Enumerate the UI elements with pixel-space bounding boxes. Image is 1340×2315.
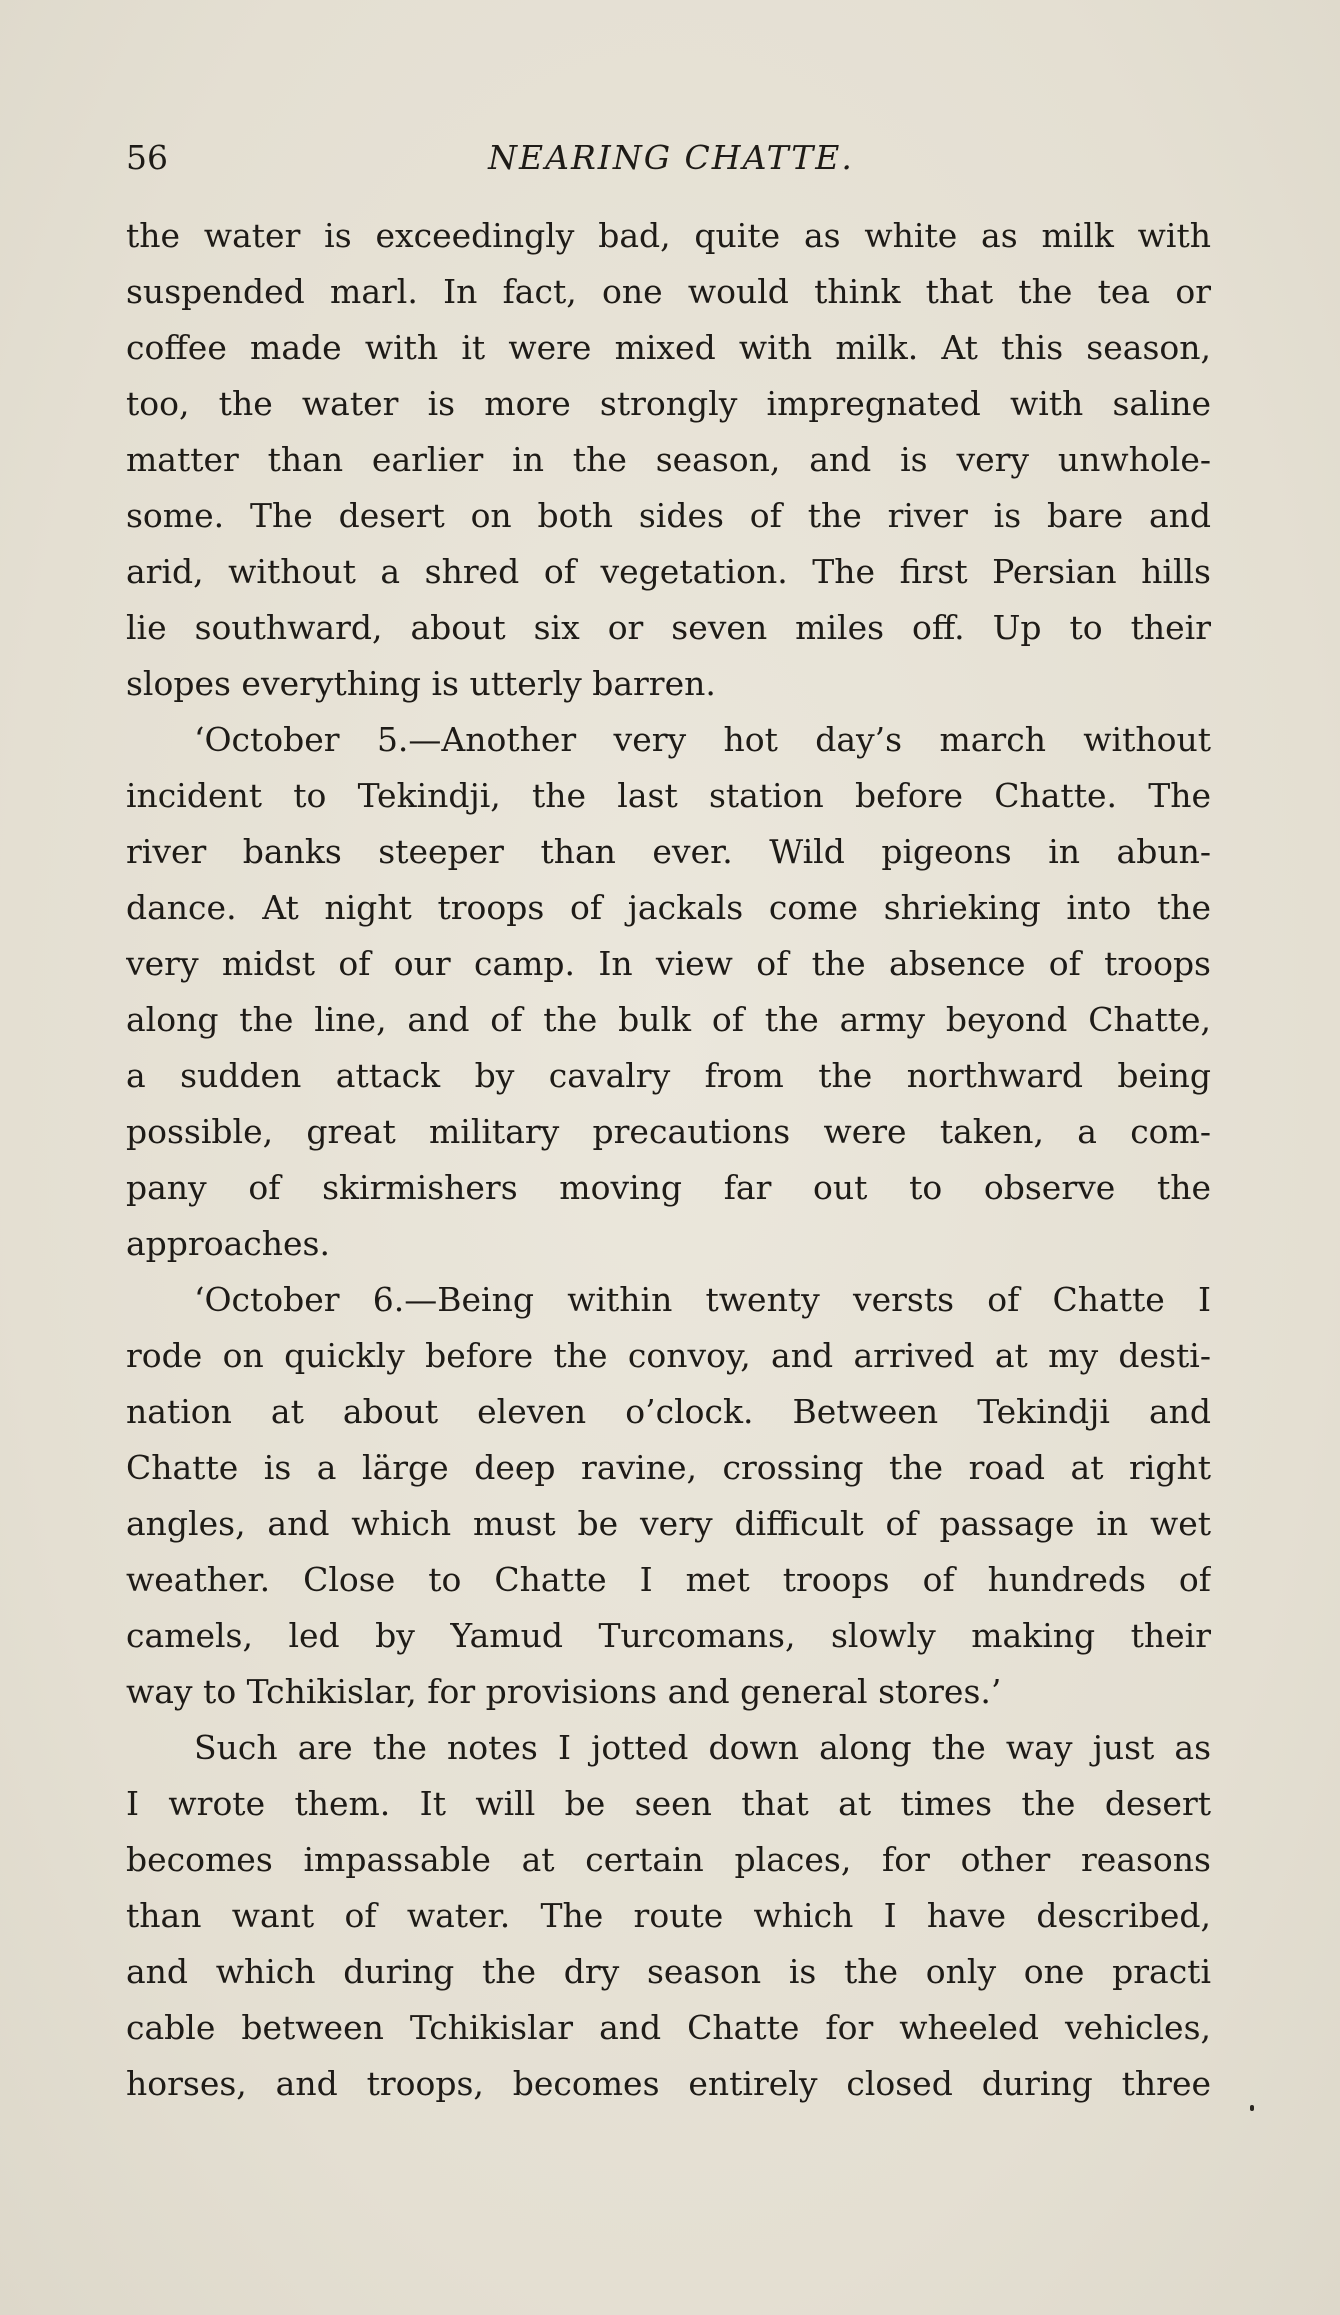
text-line: possible, great military precautions were taken, a com- xyxy=(126,1112,1211,1151)
text-line: matter than earlier in the season, and is very unwhole- xyxy=(126,440,1211,479)
text-line: rode on quickly before the convoy, and arrived at my desti- xyxy=(126,1336,1211,1375)
ink-speck xyxy=(1250,2105,1254,2111)
text-line: the water is exceedingly bad, quite as white as milk with xyxy=(126,216,1211,255)
text-line: incident to Tekindji, the last station before Chatte. The xyxy=(126,776,1211,815)
text-line: angles, and which must be very difficult of passage in wet xyxy=(126,1504,1211,1543)
text-line: very midst of our camp. In view of the absence of troops xyxy=(126,944,1211,983)
text-line: suspended marl. In fact, one would think that the tea or xyxy=(126,272,1211,311)
text-line: camels, led by Yamud Turcomans, slowly making their xyxy=(126,1616,1211,1655)
text-line: ‘October 5.—Another very hot day’s march without xyxy=(194,720,1211,759)
text-line: dance. At night troops of jackals come shrieking into the xyxy=(126,888,1211,927)
text-line: weather. Close to Chatte I met troops of hundreds of xyxy=(126,1560,1211,1599)
page-number: 56 xyxy=(126,138,168,177)
body-text xyxy=(126,208,1211,2112)
text-line: Chatte is a lärge deep ravine, crossing the road at right xyxy=(126,1448,1211,1487)
text-line: along the line, and of the bulk of the army beyond Chatte, xyxy=(126,1000,1211,1039)
text-line: arid, without a shred of vegetation. The first Persian hills xyxy=(126,552,1211,591)
text-line: approaches. xyxy=(126,1224,330,1263)
text-line: horses, and troops, becomes entirely closed during three xyxy=(126,2064,1211,2103)
text-line: I wrote them. It will be seen that at times the desert xyxy=(126,1784,1211,1823)
text-line: and which during the dry season is the only one practi xyxy=(126,1952,1211,1991)
text-line: lie southward, about six or seven miles off. Up to their xyxy=(126,608,1211,647)
text-line: than want of water. The route which I have described, xyxy=(126,1896,1211,1935)
running-title: NEARING CHATTE. xyxy=(488,138,854,177)
running-head xyxy=(126,136,1216,180)
text-line: a sudden attack by cavalry from the northward being xyxy=(126,1056,1211,1095)
text-line: cable between Tchikislar and Chatte for wheeled vehicles, xyxy=(126,2008,1211,2047)
text-line: too, the water is more strongly impregnated with saline xyxy=(126,384,1211,423)
text-line: way to Tchikislar, for provisions and general stores.’ xyxy=(126,1672,1002,1711)
text-line: nation at about eleven o’clock. Between Tekindji and xyxy=(126,1392,1211,1431)
text-line: coffee made with it were mixed with milk. At this season, xyxy=(126,328,1211,367)
text-line: becomes impassable at certain places, for other reasons xyxy=(126,1840,1211,1879)
text-line: some. The desert on both sides of the river is bare and xyxy=(126,496,1211,535)
text-line: pany of skirmishers moving far out to observe the xyxy=(126,1168,1211,1207)
text-line: ‘October 6.—Being within twenty versts of Chatte I xyxy=(194,1280,1211,1319)
text-line: river banks steeper than ever. Wild pigeons in abun- xyxy=(126,832,1211,871)
text-line: slopes everything is utterly barren. xyxy=(126,664,716,703)
text-line: Such are the notes I jotted down along the way just as xyxy=(194,1728,1211,1767)
